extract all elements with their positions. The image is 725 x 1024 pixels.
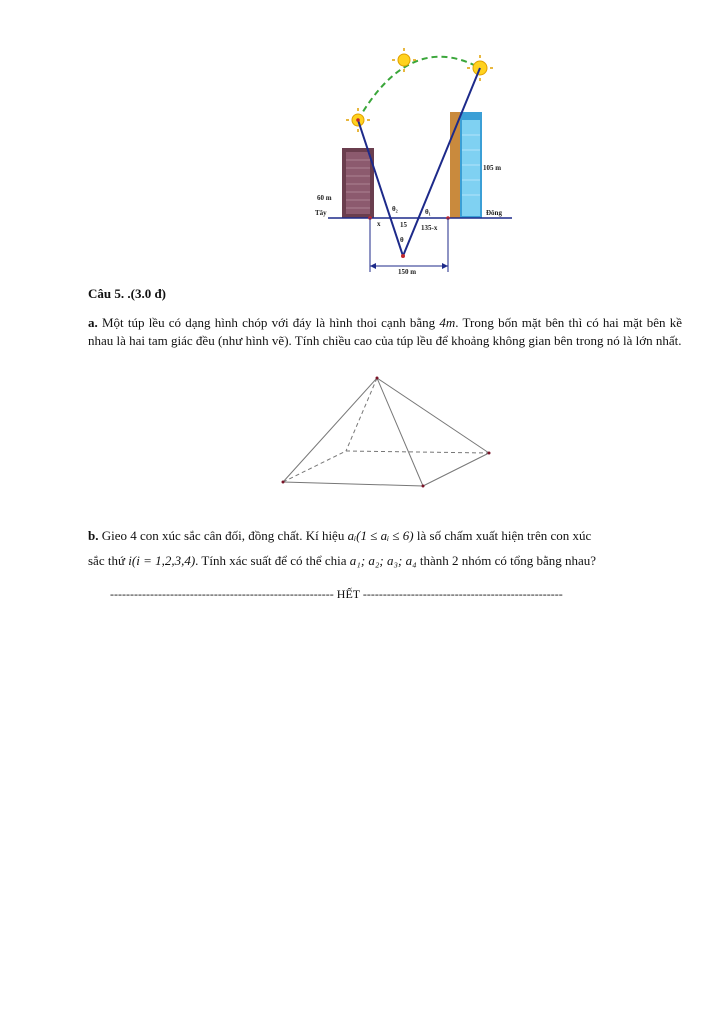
- part-b-text-5: thành 2 nhóm có tổng bằng nhau?: [416, 553, 597, 568]
- label-60m: 60 m: [317, 194, 332, 202]
- part-b-text-4: . Tính xác suất để có thể chia: [195, 553, 350, 568]
- part-b-text-1: Gieo 4 con xúc sắc cân đối, đồng chất. Kí hiệu: [98, 528, 348, 543]
- part-b-text-3: sắc thứ: [88, 553, 129, 568]
- label-15: 15: [400, 221, 407, 229]
- buildings-sun-figure: [300, 40, 530, 280]
- left-building: [342, 148, 374, 218]
- label-theta2: θ₂: [392, 205, 398, 213]
- part-b-label: b.: [88, 528, 99, 543]
- part-a-paragraph: [88, 314, 682, 350]
- part-b-line-2: [88, 553, 596, 569]
- end-dashes-right: --------------------------------------------------: [362, 587, 563, 601]
- end-marker: [110, 587, 605, 602]
- part-b-text-2: là số chấm xuất hiện trên con xúc: [413, 528, 592, 543]
- label-theta1: θ₁: [425, 208, 431, 216]
- sun-icon: [392, 48, 416, 72]
- part-a-value: 4m: [439, 315, 456, 330]
- part-b-math-1: aᵢ(1 ≤ aᵢ ≤ 6): [347, 528, 414, 543]
- part-a-text-2: . Trong bốn mặt bên thì có hai mặt bên kề nhau là hai tam giác đều (như hình vẽ). Tính chiều cao của túp lều để khoảng không gian bên trong nó là lớn nhất.: [88, 315, 682, 348]
- label-theta: θ: [400, 236, 404, 244]
- label-105m: 105 m: [483, 164, 502, 172]
- label-west: Tây: [315, 209, 327, 217]
- label-150m: 150 m: [398, 268, 417, 276]
- label-east: Đông: [486, 209, 502, 217]
- part-b-line-1: [88, 528, 591, 544]
- label-135-x: 135-x: [421, 224, 438, 232]
- part-a-label: a.: [88, 315, 98, 330]
- part-a-text-1: Một túp lều có dạng hình chóp với đáy là hình thoi cạnh bằng: [97, 315, 440, 330]
- pyramid-figure: [270, 370, 500, 495]
- part-b-math-2: i(i = 1,2,3,4): [128, 553, 196, 568]
- end-dashes-left: --------------------------------------------------------: [110, 587, 334, 601]
- label-x: x: [377, 220, 381, 228]
- part-b-math-3: a₁; a₂; a₃; a₄: [349, 553, 417, 568]
- end-label: HẾT: [336, 587, 360, 601]
- question-heading: Câu 5. .(3.0 đ): [88, 286, 167, 301]
